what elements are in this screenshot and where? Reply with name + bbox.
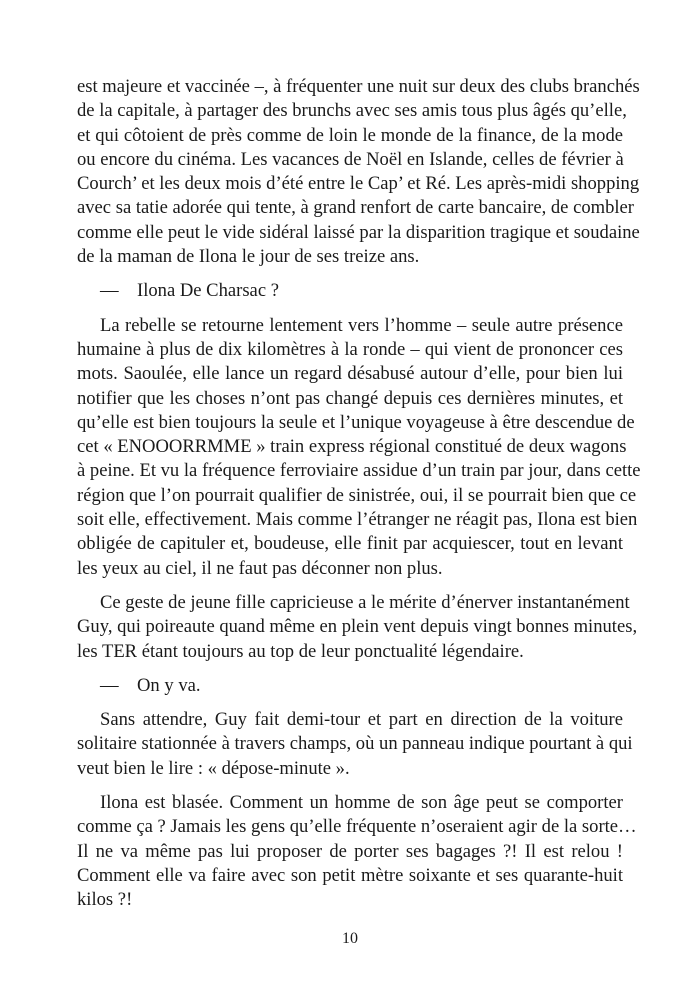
text-line: de la maman de Ilona le jour de ses treize ans. [77, 246, 420, 268]
text-line: qu’elle est bien toujours la seule et l’unique voyageuse à être descendue de [77, 411, 635, 433]
page-body [77, 75, 641, 913]
text-line: les yeux au ciel, il ne faut pas déconner non plus. [77, 557, 443, 579]
text-line: notifier que les choses n’ont pas changé depuis ces dernières minutes, et [77, 387, 623, 409]
text-line: Ilona est blasée. Comment un homme de son âge peut se comporter [100, 792, 623, 814]
dialogue-dash: — [100, 674, 119, 696]
text-line: obligée de capituler et, boudeuse, elle finit par acquiescer, tout en levant [77, 533, 623, 555]
text-line: Sans attendre, Guy fait demi-tour et part en direction de la voiture [100, 709, 623, 731]
text-line: La rebelle se retourne lentement vers l’homme – seule autre présence [100, 314, 623, 336]
text-line: et qui côtoient de près comme de loin le monde de la finance, de la mode [77, 124, 623, 146]
dialogue-line [77, 279, 623, 303]
text-line: solitaire stationnée à travers champs, où un panneau indique pourtant à qui [77, 733, 633, 755]
page-number: 10 [342, 930, 358, 947]
text-line: ou encore du cinéma. Les vacances de Noël en Islande, celles de février à [77, 148, 624, 170]
text-line: avec sa tatie adorée qui tente, à grand renfort de carte bancaire, de combler [77, 197, 634, 219]
text-line: est majeure et vaccinée –, à fréquenter une nuit sur deux des clubs branchés [77, 76, 640, 97]
text-line: région que l’on pourrait qualifier de sinistrée, oui, il se pourrait bien que ce [77, 484, 637, 506]
dialogue-text: Ilona De Charsac ? [137, 280, 279, 302]
text-line: Comment elle va faire avec son petit mètre soixante et ses quarante-huit [77, 864, 623, 886]
dialogue-text: On y va. [137, 674, 201, 696]
text-line: Guy, qui poireaute quand même en plein vent depuis vingt bonnes minutes, [77, 616, 638, 638]
text-line: kilos ?! [77, 889, 133, 911]
text-line: de la capitale, à partager des brunchs avec ses amis tous plus âgés qu’elle, [77, 100, 627, 122]
dialogue-line [77, 674, 623, 698]
paragraph [77, 75, 640, 269]
text-line: Courch’ et les deux mois d’été entre le Cap’ et Ré. Les après-midi shopping [77, 173, 640, 195]
text-line: Ce geste de jeune fille capricieuse a le mérite d’énerver instantanément [100, 591, 630, 613]
text-line: comme elle peut le vide sidéral laissé par la disparition tragique et soudaine [77, 221, 640, 243]
paragraph [77, 591, 638, 664]
dialogue-dash: — [100, 280, 119, 302]
text-line: veut bien le lire : « dépose-minute ». [77, 757, 350, 779]
text-line: Il ne va même pas lui proposer de porter ses bagages ?! Il est relou ! [77, 840, 623, 862]
text-line: soit elle, effectivement. Mais comme l’étranger ne réagit pas, Ilona est bien [77, 509, 638, 531]
text-line: mots. Saoulée, elle lance un regard désabusé autour d’elle, pour bien lui [77, 363, 623, 385]
text-line: humaine à plus de dix kilomètres à la ronde – qui vient de prononcer ces [77, 338, 623, 360]
paragraph [77, 314, 641, 581]
paragraph [77, 708, 633, 781]
text-line: comme ça ? Jamais les gens qu’elle fréquente n’oseraient agir de la sorte… [77, 816, 637, 838]
text-line: à peine. Et vu la fréquence ferroviaire assidue d’un train par jour, dans cette [77, 460, 641, 482]
paragraph [77, 791, 637, 912]
text-line: les TER étant toujours au top de leur ponctualité légendaire. [77, 640, 524, 662]
text-line: cet « ENOOORRMME » train express régional constitué de deux wagons [77, 436, 627, 458]
